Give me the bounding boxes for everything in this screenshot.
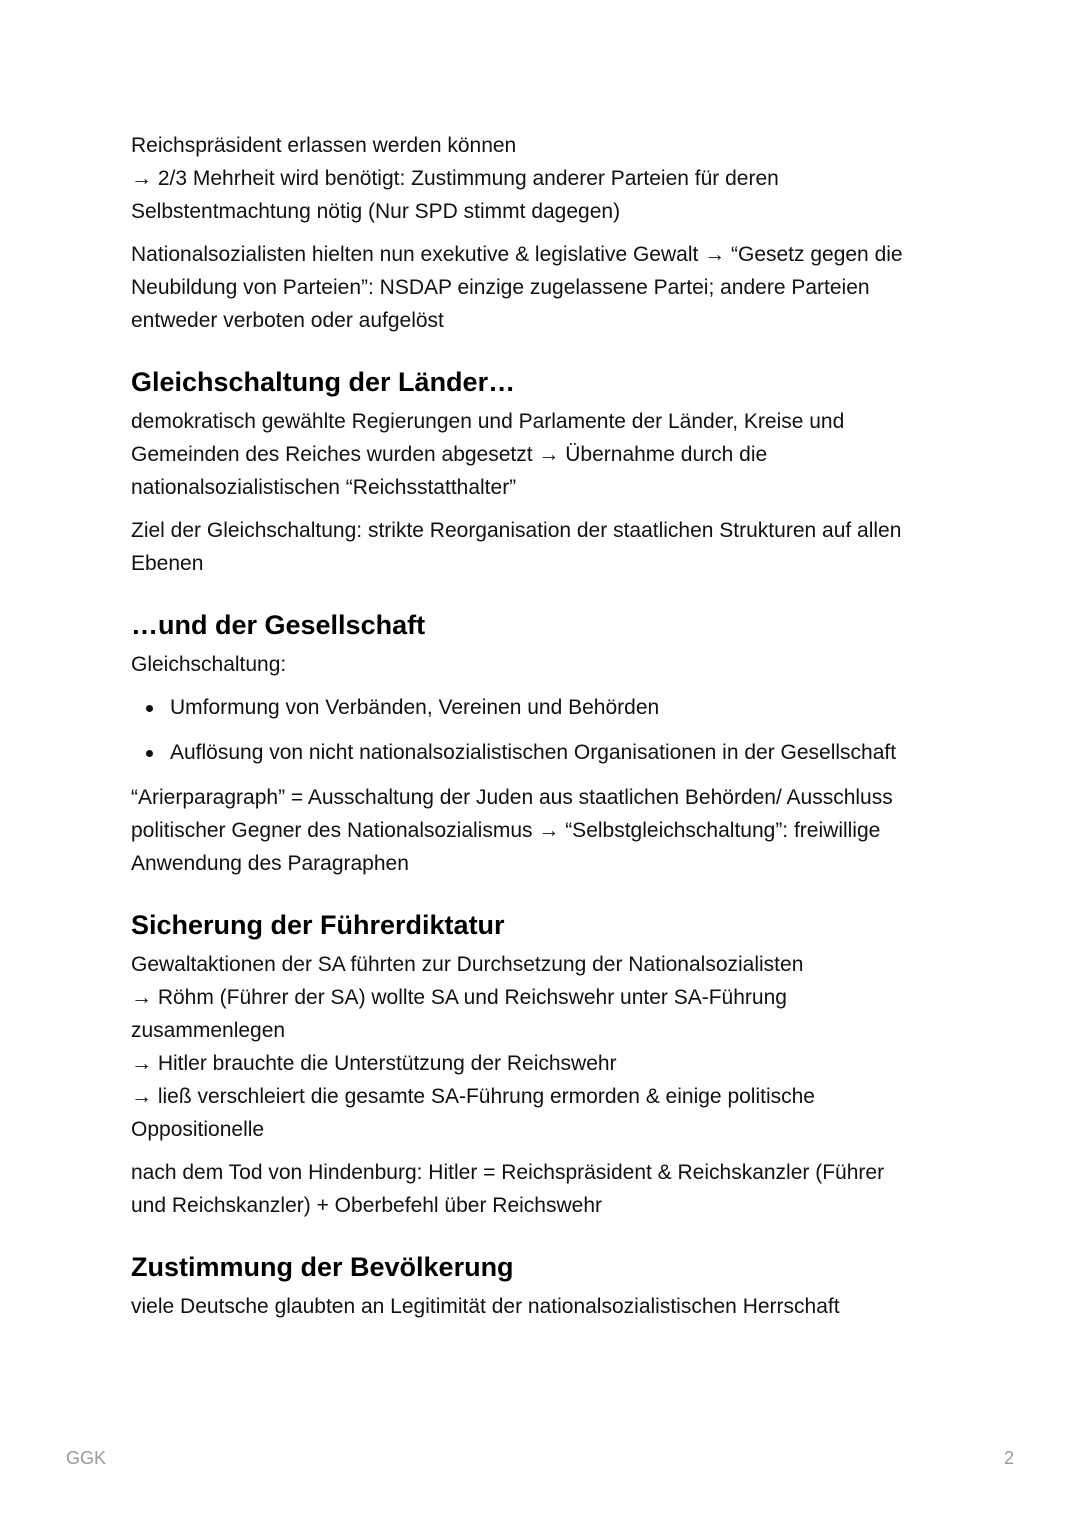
paragraph-ermaechtigung bbox=[131, 129, 951, 228]
text-line: “Arierparagraph” = Ausschaltung der Juden aus staatlichen Behörden/ Ausschluss bbox=[131, 786, 893, 809]
text-line: → Röhm (Führer der SA) wollte SA und Reichswehr unter SA-Führung bbox=[131, 986, 787, 1009]
text-line: Gewaltaktionen der SA führten zur Durchsetzung der Nationalsozialisten bbox=[131, 953, 804, 976]
paragraph-arierparagraph bbox=[131, 781, 951, 880]
text-line: Oppositionelle bbox=[131, 1118, 265, 1141]
paragraph-zustimmung bbox=[131, 1290, 951, 1323]
text-line: Gemeinden des Reiches wurden abgesetzt → Übernahme durch die bbox=[131, 443, 768, 466]
text-line: Ebenen bbox=[131, 552, 204, 575]
text-line: Anwendung des Paragraphen bbox=[131, 852, 409, 875]
paragraph-hindenburg bbox=[131, 1156, 951, 1222]
paragraph-sa bbox=[131, 948, 951, 1146]
text-line: → Hitler brauchte die Unterstützung der Reichswehr bbox=[131, 1052, 617, 1075]
text-line: nach dem Tod von Hindenburg: Hitler = Reichspräsident & Reichskanzler (Führer bbox=[131, 1161, 885, 1184]
text-line: → ließ verschleiert die gesamte SA-Führung ermorden & einige politische bbox=[131, 1085, 815, 1108]
text-line: politischer Gegner des Nationalsozialismus → “Selbstgleichschaltung”: freiwillige bbox=[131, 819, 881, 842]
paragraph-laender bbox=[131, 405, 951, 504]
text-line: Neubildung von Parteien”: NSDAP einzige zugelassene Partei; andere Parteien bbox=[131, 276, 870, 299]
heading-zustimmung: Zustimmung der Bevölkerung bbox=[131, 1252, 514, 1282]
text-line: demokratisch gewählte Regierungen und Parlamente der Länder, Kreise und bbox=[131, 410, 845, 433]
text-line: nationalsozialistischen “Reichsstatthalter” bbox=[131, 476, 517, 499]
text-line: zusammenlegen bbox=[131, 1019, 286, 1042]
paragraph-gewalt bbox=[131, 238, 951, 337]
heading-gleichschaltung-laender: Gleichschaltung der Länder… bbox=[131, 367, 516, 397]
list-item: Umformung von Verbänden, Vereinen und Behörden bbox=[170, 691, 951, 724]
text-line: und Reichskanzler) + Oberbefehl über Reichswehr bbox=[131, 1194, 602, 1217]
text-line: viele Deutsche glaubten an Legitimität der nationalsozialistischen Herrschaft bbox=[131, 1295, 840, 1318]
document-body bbox=[131, 129, 951, 1323]
paragraph-gleichschaltung-intro: Gleichschaltung: bbox=[131, 653, 287, 676]
paragraph-ziel bbox=[131, 514, 951, 580]
text-line: Ziel der Gleichschaltung: strikte Reorganisation der staatlichen Strukturen auf allen bbox=[131, 519, 902, 542]
text-line: Nationalsozialisten hielten nun exekutive & legislative Gewalt → “Gesetz gegen die bbox=[131, 243, 903, 266]
page-number: 2 bbox=[1003, 1448, 1014, 1468]
text-line: Selbstentmachtung nötig (Nur SPD stimmt dagegen) bbox=[131, 200, 621, 223]
heading-gesellschaft: …und der Gesellschaft bbox=[131, 610, 426, 640]
text-line: → 2/3 Mehrheit wird benötigt: Zustimmung anderer Parteien für deren bbox=[131, 167, 779, 190]
footer-label: GGK bbox=[66, 1448, 107, 1468]
heading-fuehrerdiktatur: Sicherung der Führerdiktatur bbox=[131, 910, 505, 940]
text-line: Reichspräsident erlassen werden können bbox=[131, 134, 517, 157]
bullet-list bbox=[131, 691, 951, 769]
list-item: Auflösung von nicht nationalsozialistischen Organisationen in der Gesellschaft bbox=[170, 736, 951, 769]
text-line: entweder verboten oder aufgelöst bbox=[131, 309, 444, 332]
